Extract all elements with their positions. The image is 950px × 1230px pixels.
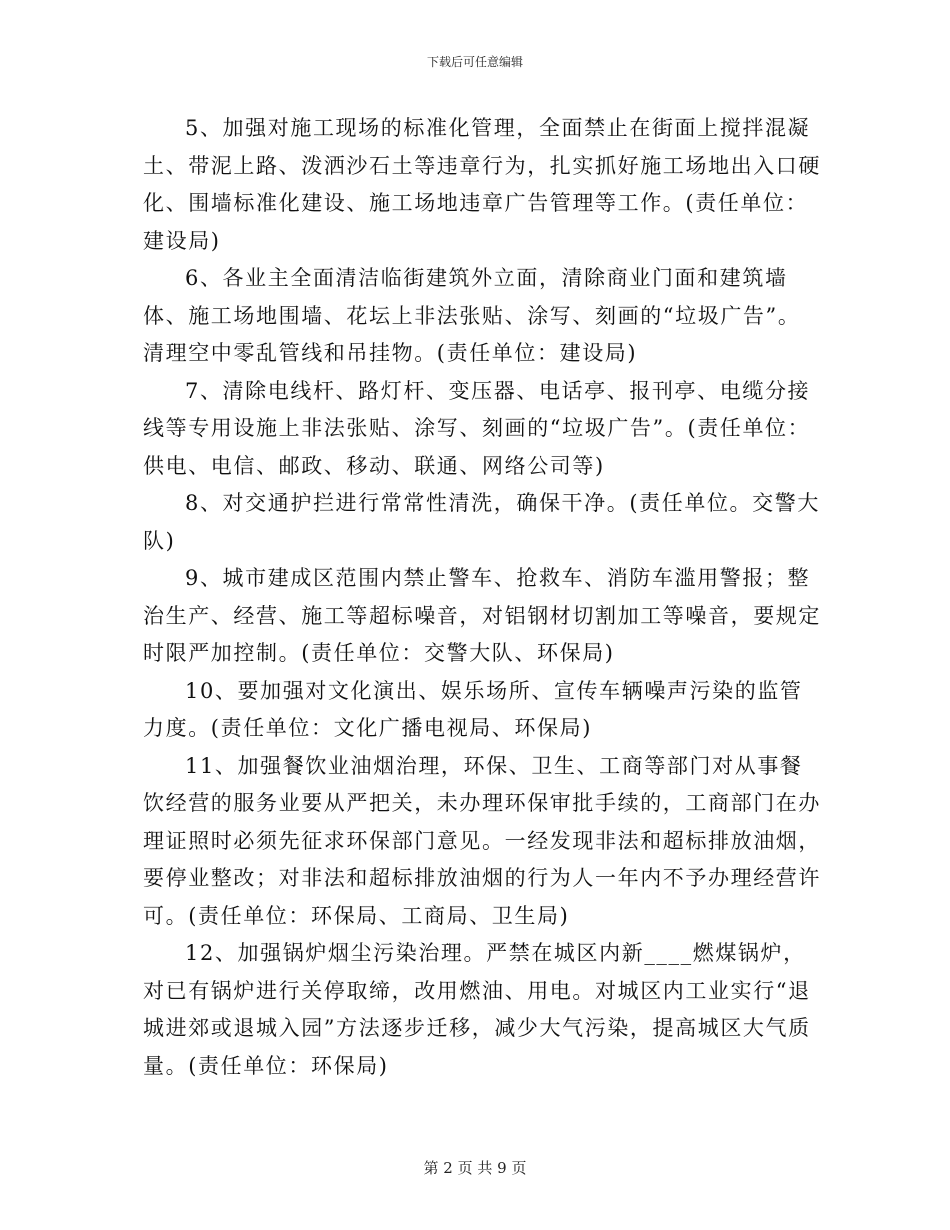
item-12-paragraph: 12、加强锅炉烟尘污染治理。严禁在城区内新____燃煤锅炉，对已有锅炉进行关停取缔，改用燃油、用电。对城区内工业实行“退城进郊或退城入园”方法逐步迁移，减少大气污染，提高城区大气质量。(责任单位：环保局): [143, 941, 811, 1078]
page-header: 下载后可任意编辑: [426, 55, 523, 69]
page-footer: 第 2 页 共 9 页: [423, 1159, 527, 1177]
item-6-paragraph: 6、各业主全面清洁临街建筑外立面，清除商业门面和建筑墙体、施工场地围墙、花坛上非法张贴、涂写、刻画的“垃圾广告”。清理空中零乱管线和吊挂物。(责任单位：建设局): [143, 266, 801, 365]
item-5-paragraph: 5、加强对施工现场的标准化管理，全面禁止在街面上搅拌混凝土、带泥上路、泼洒沙石土等违章行为，扎实抓好施工场地出入口硬化、围墙标准化建设、施工场地违章广告管理等工作。(责任单位：建设局): [143, 116, 821, 253]
document-body: [143, 110, 823, 1085]
item-10-paragraph: 10、要加强对文化演出、娱乐场所、宣传车辆噪声污染的监管力度。(责任单位：文化广播电视局、环保局): [143, 678, 803, 740]
item-9-paragraph: 9、城市建成区范围内禁止警车、抢救车、消防车滥用警报；整治生产、经营、施工等超标噪音，对铝钢材切割加工等噪音，要规定时限严加控制。(责任单位：交警大队、环保局): [143, 566, 821, 665]
item-11-paragraph: 11、加强餐饮业油烟治理，环保、卫生、工商等部门对从事餐饮经营的服务业要从严把关，未办理环保审批手续的，工商部门在办理证照时必须先征求环保部门意见。一经发现非法和超标排放油烟，要停业整改；对非法和超标排放油烟的行为人一年内不予办理经营许可。(责任单位：环保局、工商局、卫生局): [143, 753, 821, 928]
item-7-paragraph: 7、清除电线杆、路灯杆、变压器、电话亭、报刊亭、电缆分接线等专用设施上非法张贴、涂写、刻画的“垃圾广告”。(责任单位：供电、电信、邮政、移动、联通、网络公司等): [143, 378, 811, 478]
item-8-paragraph: 8、对交通护拦进行常常性清洗，确保干净。(责任单位。交警大队): [143, 491, 820, 553]
